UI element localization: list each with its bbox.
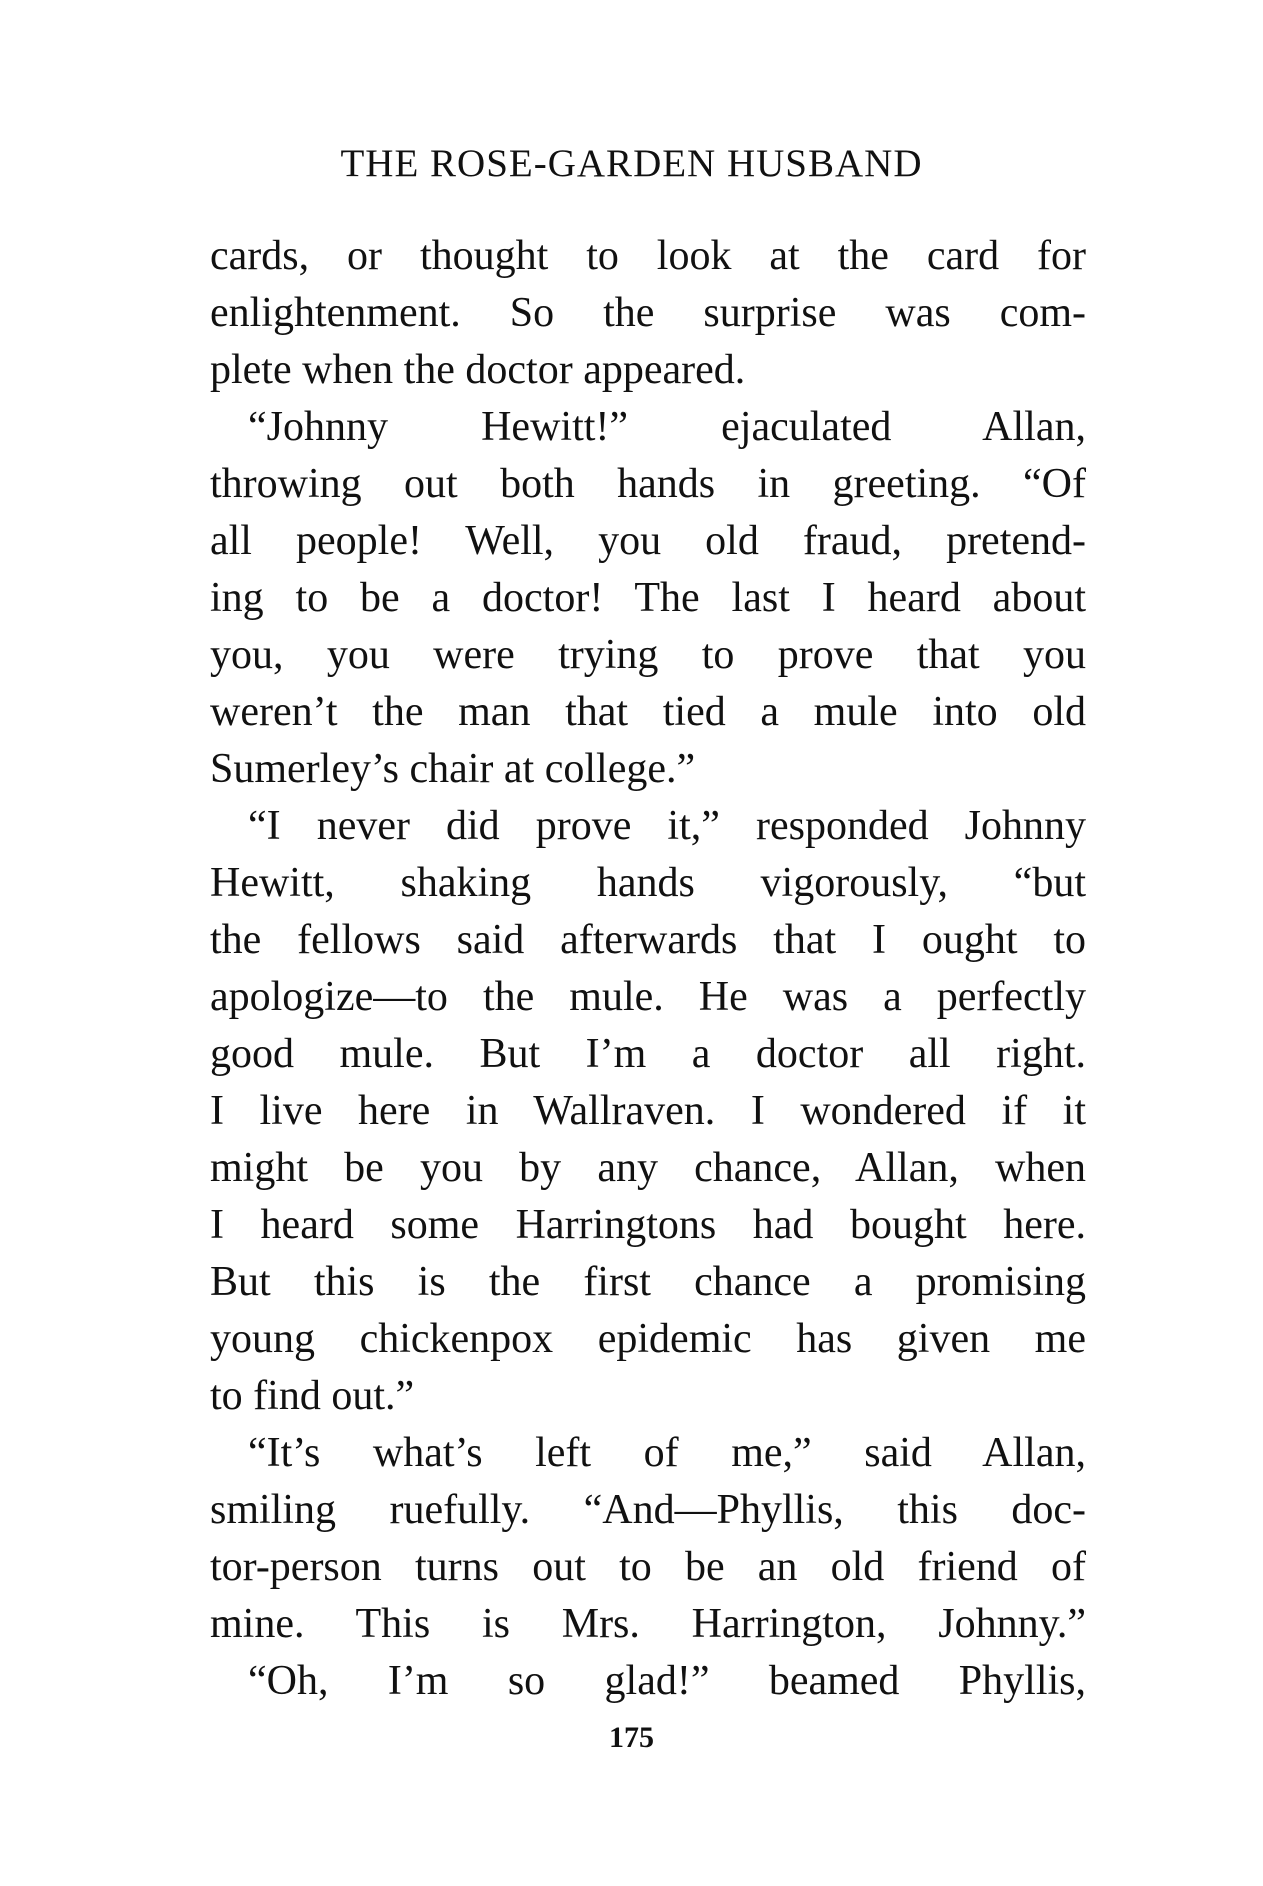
- text-line: all people! Well, you old fraud, pretend-: [210, 518, 1086, 564]
- text-line: “Oh, I’m so glad!” beamed Phyllis,: [248, 1658, 1086, 1704]
- text-line: “Johnny Hewitt!” ejaculated Allan,: [248, 404, 1086, 450]
- text-line: Hewitt, shaking hands vigorously, “but: [210, 860, 1086, 906]
- text-line: “I never did prove it,” responded Johnny: [248, 803, 1086, 849]
- page-number: 175: [609, 1721, 654, 1754]
- text-line: the fellows said afterwards that I ought to: [210, 917, 1086, 963]
- text-line: good mule. But I’m a doctor all right.: [210, 1031, 1086, 1077]
- text-line: weren’t the man that tied a mule into old: [210, 689, 1086, 735]
- text-line: enlightenment. So the surprise was com-: [210, 290, 1086, 336]
- text-line: I live here in Wallraven. I wondered if it: [210, 1088, 1086, 1134]
- text-line: tor-person turns out to be an old friend of: [210, 1544, 1086, 1590]
- text-line: young chickenpox epidemic has given me: [210, 1316, 1086, 1362]
- text-line: Sumerley’s chair at college.”: [210, 746, 696, 792]
- text-line: ing to be a doctor! The last I heard about: [210, 575, 1086, 621]
- running-header: THE ROSE-GARDEN HUSBAND: [340, 142, 923, 185]
- text-line: might be you by any chance, Allan, when: [210, 1145, 1086, 1191]
- text-line: apologize—to the mule. He was a perfectly: [210, 974, 1086, 1020]
- text-line: mine. This is Mrs. Harrington, Johnny.”: [210, 1601, 1086, 1647]
- text-line: smiling ruefully. “And—Phyllis, this doc-: [210, 1487, 1086, 1533]
- text-line: plete when the doctor appeared.: [210, 347, 746, 393]
- text-line: to find out.”: [210, 1373, 415, 1419]
- page-body: [210, 228, 1086, 1710]
- text-line: But this is the first chance a promising: [210, 1259, 1086, 1305]
- text-line: throwing out both hands in greeting. “Of: [210, 461, 1086, 507]
- text-line: cards, or thought to look at the card for: [210, 233, 1086, 279]
- text-line: “It’s what’s left of me,” said Allan,: [248, 1430, 1086, 1476]
- text-line: I heard some Harringtons had bought here.: [210, 1202, 1086, 1248]
- text-line: you, you were trying to prove that you: [210, 632, 1086, 678]
